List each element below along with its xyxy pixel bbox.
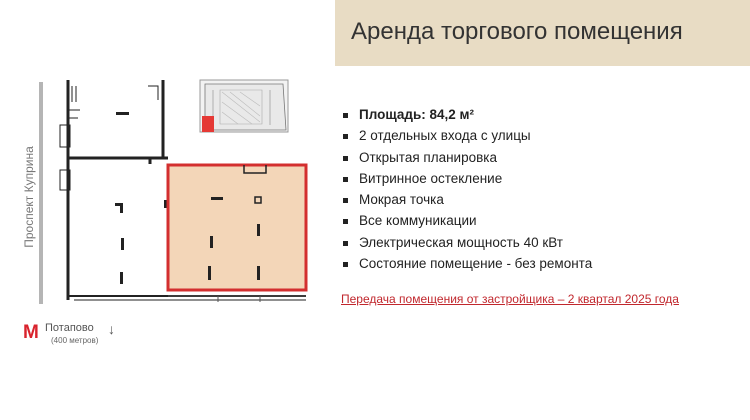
title-banner [335,0,750,66]
feature-wet-point: Мокрая точка [343,189,592,210]
floor-plan [0,0,335,310]
feature-layout: Открытая планировка [343,147,592,168]
handover-note[interactable]: Передача помещения от застройщика – 2 квартал 2025 года [341,292,679,306]
key-plan [200,80,288,132]
page-title: Аренда торгового помещения [351,18,683,45]
highlighted-unit [168,165,306,302]
street-label: Проспект Куприна [22,146,36,248]
metro-distance: (400 метров) [51,336,99,345]
arrow-down-icon: ↓ [108,321,115,337]
feature-power: Электрическая мощность 40 кВт [343,232,592,253]
key-plan-highlight [202,116,214,132]
feature-area: Площадь: 84,2 м² [343,104,592,125]
feature-condition: Состояние помещение - без ремонта [343,253,592,274]
metro-station: Потапово [45,322,94,334]
feature-entrances: 2 отдельных входа с улицы [343,125,592,146]
feature-utilities: Все коммуникации [343,210,592,231]
features-list [343,104,592,274]
metro-m-icon: М [23,322,39,343]
feature-glazing: Витринное остекление [343,168,592,189]
